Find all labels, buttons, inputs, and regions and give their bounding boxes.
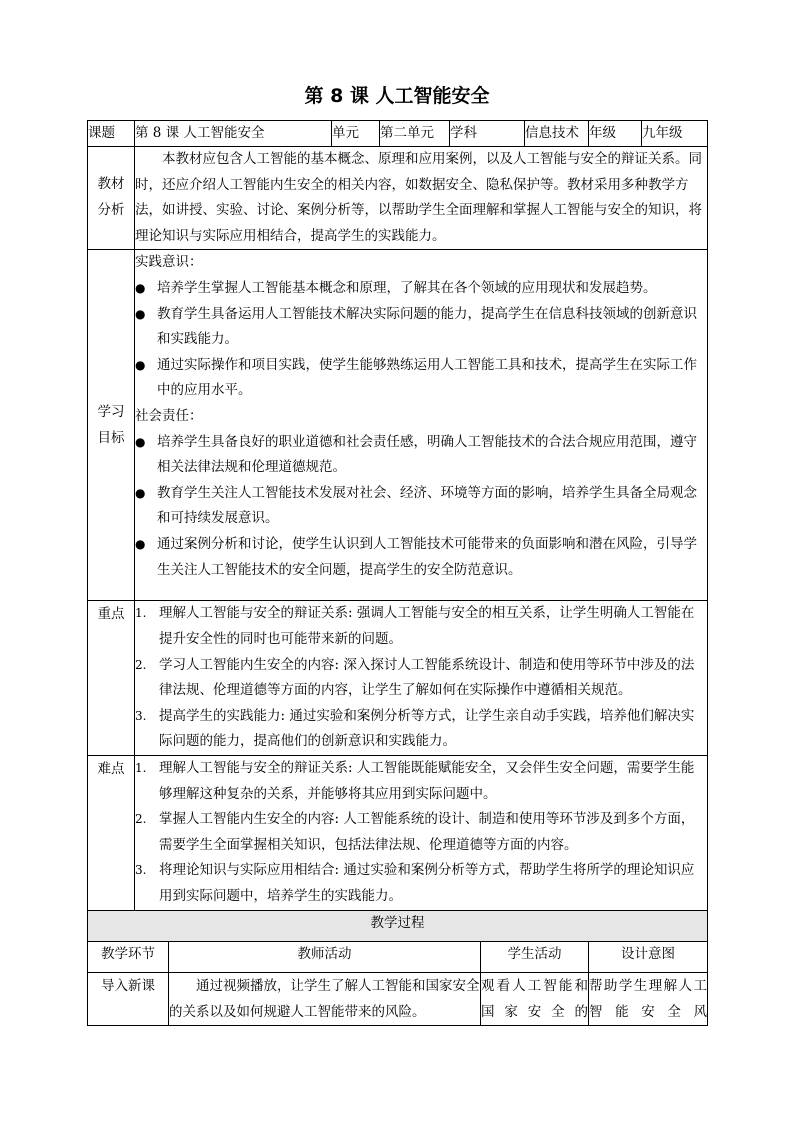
bullet-icon: ● — [135, 280, 146, 295]
material-text: 本教材应包含人工智能的基本概念、原理和应用案例，以及人工智能与安全的辩证关系。同时，还应介绍人工智能内生安全的相关内容，如数据安全、隐私保护等。教材采用多种教学方法，如讲授、实验、讨论、案例分析等，以帮助学生全面理解和掌握人工智能与安全的知识，将理论知识与实际应用相结合，提高学生的实践能力。 — [135, 151, 702, 244]
list-item: ● 教育学生关注人工智能技术发展对社会、经济、环境等方面的影响，培养学生具备全局观念和可持续发展意识。 — [135, 481, 707, 532]
list-item: 3. 提高学生的实践能力: 通过实验和案例分析等方式，让学生亲自动手实践，培养他们解决实际问题的能力，提高他们的创新意识和实践能力。 — [135, 707, 695, 750]
goals-section2-title: 社会责任： — [135, 407, 203, 424]
list-item: ● 培养学生掌握人工智能基本概念和原理，了解其在各个领域的应用现状和发展趋势。 — [135, 276, 707, 302]
list-item: ● 培养学生具备良好的职业道德和社会责任感，明确人工智能技术的合法合规应用范围，遵守相关法律法规和伦理道德规范。 — [135, 430, 707, 481]
col-stage: 教学环节 — [88, 941, 169, 972]
intent-cell: 帮助学生理解人工智能安全风 — [589, 972, 708, 1025]
goals-cell — [135, 250, 708, 601]
header-row — [88, 121, 708, 147]
bullet-icon: ● — [135, 434, 146, 449]
difficulties-row — [88, 755, 708, 910]
list-item: 3. 将理论知识与实际应用相结合: 通过实验和案例分析等方式，帮助学生将所学的理论知识应用到实际问题中，培养学生的实践能力。 — [135, 862, 695, 904]
key-points-cell — [135, 601, 708, 756]
goals-row — [88, 250, 708, 601]
stage-cell: 导入新课 — [88, 972, 169, 1025]
table-row — [88, 972, 708, 1025]
unit-value: 第二单元 — [380, 121, 450, 147]
bullet-icon: ● — [135, 357, 146, 372]
label-unit: 单元 — [332, 121, 380, 147]
lesson-plan-table — [87, 120, 708, 1026]
process-title: 教学过程 — [88, 910, 708, 941]
col-student: 学生活动 — [481, 941, 589, 972]
list-item: 1. 理解人工智能与安全的辩证关系: 人工智能既能赋能安全，又会伴生安全问题，需要学生能够理解这种复杂的关系，并能够将其应用到实际问题中。 — [135, 759, 695, 802]
process-title-row — [88, 910, 708, 941]
list-item: ● 通过实际操作和项目实践，使学生能够熟练运用人工智能工具和技术，提高学生在实际工作中的应用水平。 — [135, 353, 707, 404]
bullet-icon: ● — [135, 536, 146, 551]
list-item: 2. 学习人工智能内生安全的内容: 深入探讨人工智能系统设计、制造和使用等环节中涉及的法律法规、伦理道德等方面的内容，让学生了解如何在实际操作中遵循相关规范。 — [135, 656, 695, 699]
page-title: 第 8 课 人工智能安全 — [304, 85, 490, 107]
label-topic: 课题 — [88, 121, 135, 147]
label-grade: 年级 — [589, 121, 642, 147]
bullet-icon: ● — [135, 306, 146, 321]
goals-label: 学习 目标 — [88, 250, 135, 601]
topic-value: 第 8 课 人工智能安全 — [135, 121, 332, 147]
subject-value: 信息技术 — [525, 121, 589, 147]
difficulties-cell — [135, 755, 708, 910]
grade-value: 九年级 — [642, 121, 708, 147]
material-text-cell — [135, 147, 708, 250]
label-subject: 学科 — [450, 121, 525, 147]
bullet-icon: ● — [135, 485, 146, 500]
list-item: ● 通过案例分析和讨论，使学生认识到人工智能技术可能带来的负面影响和潜在风险，引导学生关注人工智能技术的安全问题，提高学生的安全防范意识。 — [135, 532, 707, 583]
difficulties-label: 难点 — [88, 755, 135, 910]
teacher-cell: 通过视频播放，让学生了解人工智能和国家安全的关系以及如何规避人工智能带来的风险。 — [169, 972, 481, 1025]
student-cell: 观看人工智能和国家安全的 — [481, 972, 589, 1025]
process-header-row — [88, 941, 708, 972]
list-item: 1. 理解人工智能与安全的辩证关系: 强调人工智能与安全的相互关系，让学生明确人工智能在提升安全性的同时也可能带来新的问题。 — [135, 605, 695, 647]
list-item: ● 教育学生具备运用人工智能技术解决实际问题的能力，提高学生在信息科技领域的创新意识和实践能力。 — [135, 302, 707, 353]
material-row — [88, 147, 708, 250]
goals-section1-title: 实践意识： — [135, 254, 203, 271]
col-teacher: 教师活动 — [169, 941, 481, 972]
col-intent: 设计意图 — [589, 941, 708, 972]
material-label: 教材 分析 — [88, 147, 135, 250]
list-item: 2. 掌握人工智能内生安全的内容: 人工智能系统的设计、制造和使用等环节涉及到多个方面，需要学生全面掌握相关知识，包括法律法规、伦理道德等方面的内容。 — [135, 811, 695, 853]
key-points-label: 重点 — [88, 601, 135, 756]
key-points-row — [88, 601, 708, 756]
